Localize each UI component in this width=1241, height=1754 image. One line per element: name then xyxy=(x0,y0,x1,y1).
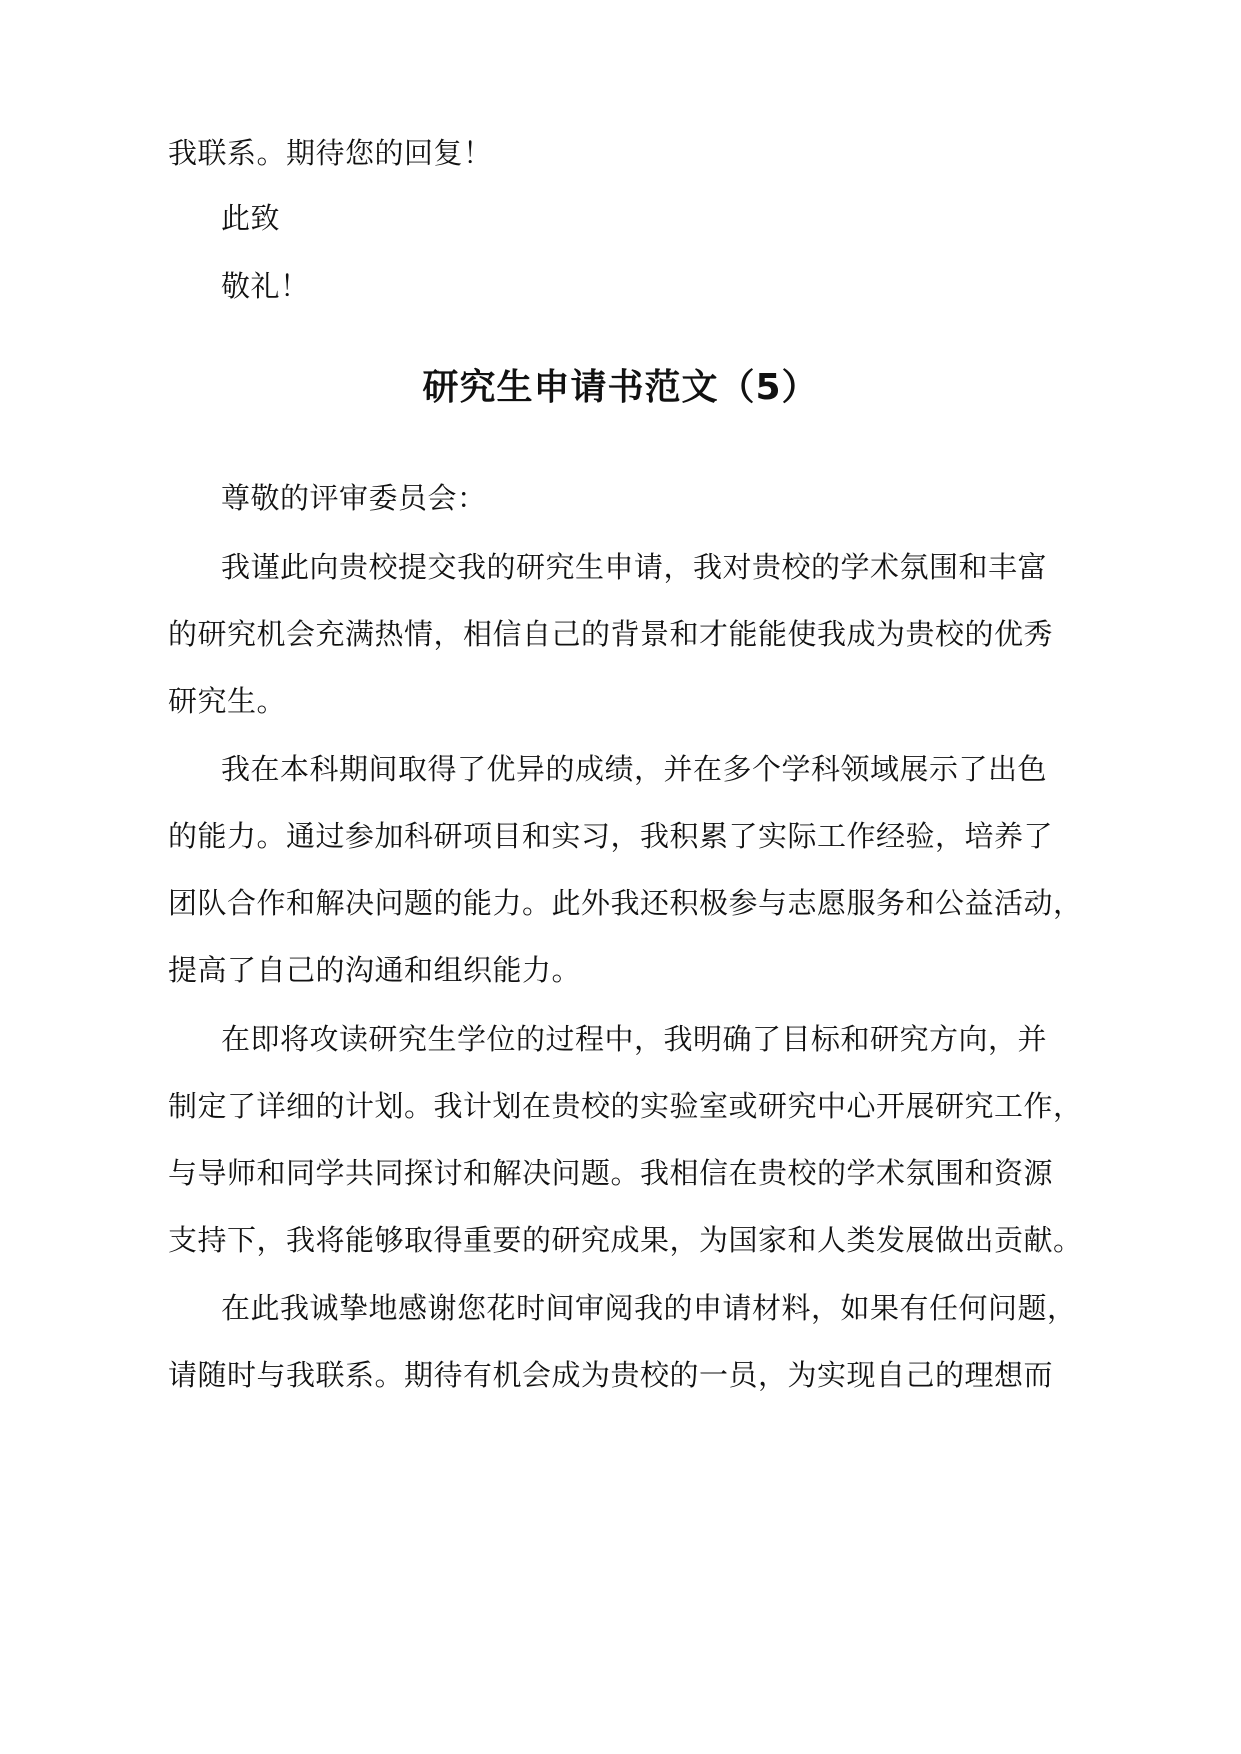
prev-salutation-2: 敬礼！ xyxy=(221,269,310,303)
paragraph-2-line: 的能力。通过参加科研项目和实习，我积累了实际工作经验，培养了 xyxy=(168,819,1054,853)
paragraph-4-line: 在此我诚挚地感谢您花时间审阅我的申请材料，如果有任何问题， xyxy=(221,1291,1077,1325)
paragraph-4-line: 请随时与我联系。期待有机会成为贵校的一员，为实现自己的理想而 xyxy=(168,1358,1054,1392)
paragraph-2-line: 团队合作和解决问题的能力。此外我还积极参与志愿服务和公益活动， xyxy=(168,886,1083,920)
paragraph-2-line: 我在本科期间取得了优异的成绩，并在多个学科领域展示了出色 xyxy=(221,752,1048,786)
prev-closing-line: 我联系。期待您的回复！ xyxy=(168,136,493,170)
paragraph-1-line: 研究生。 xyxy=(168,684,287,718)
section-title: 研究生申请书范文（5） xyxy=(422,367,819,408)
paragraph-1-line: 我谨此向贵校提交我的研究生申请，我对贵校的学术氛围和丰富 xyxy=(221,550,1048,584)
paragraph-2-line: 提高了自己的沟通和组织能力。 xyxy=(168,953,582,987)
paragraph-3-line: 在即将攻读研究生学位的过程中，我明确了目标和研究方向，并 xyxy=(221,1022,1048,1056)
paragraph-3-line: 制定了详细的计划。我计划在贵校的实验室或研究中心开展研究工作， xyxy=(168,1089,1083,1123)
paragraph-1-line: 的研究机会充满热情，相信自己的背景和才能能使我成为贵校的优秀 xyxy=(168,617,1054,651)
paragraph-3-line: 支持下，我将能够取得重要的研究成果，为国家和人类发展做出贡献。 xyxy=(168,1223,1083,1257)
greeting: 尊敬的评审委员会： xyxy=(221,481,487,515)
prev-salutation-1: 此致 xyxy=(221,201,281,235)
paragraph-3-line: 与导师和同学共同探讨和解决问题。我相信在贵校的学术氛围和资源 xyxy=(168,1156,1054,1190)
